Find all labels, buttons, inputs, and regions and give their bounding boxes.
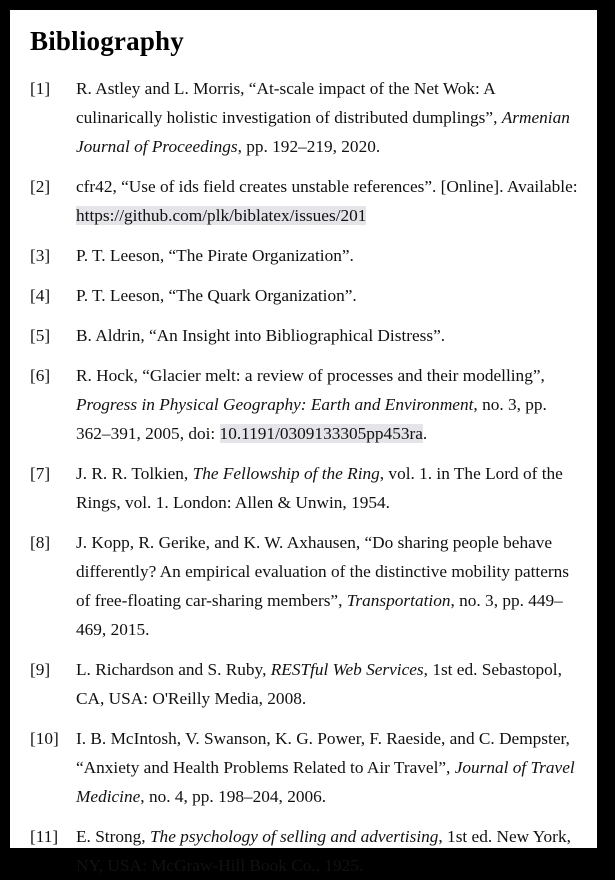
entry-text-segment: P. T. Leeson, “The Quark Organization”.	[76, 286, 357, 305]
entry-text-segment: , 1st ed. New York, NY, USA: McGraw-Hill Book Co., 1925.	[76, 827, 571, 875]
entry-text-segment: J. R. R. Tolkien,	[76, 464, 193, 483]
entry-text-segment: P. T. Leeson, “The Pirate Organization”.	[76, 246, 354, 265]
entry-text	[76, 281, 579, 310]
bibliography-entry	[30, 528, 579, 644]
entry-journal-title: Journal of Travel Medicine	[76, 758, 575, 806]
entry-number: [2]	[30, 177, 51, 196]
bibliography-entry	[30, 655, 579, 713]
entry-text-segment: I. B. McIntosh, V. Swanson, K. G. Power, F. Raeside, and C. Dempster, “Anxiety and Health Problems Related to Air Travel”,	[76, 729, 570, 777]
bibliography-entry	[30, 724, 579, 811]
entry-text	[76, 74, 579, 161]
entry-number: [6]	[30, 366, 51, 385]
entry-link[interactable]: https://github.com/plk/biblatex/issues/201	[76, 206, 367, 225]
bibliography-page	[10, 10, 597, 875]
entry-text-segment: , no. 3, pp. 449–469, 2015.	[76, 591, 563, 639]
entry-number: [11]	[30, 827, 59, 846]
bibliography-entry	[30, 822, 579, 880]
entry-text	[76, 528, 579, 644]
entry-text-segment: , no. 3, pp. 362–391, 2005, doi:	[76, 395, 547, 443]
entry-text	[76, 241, 579, 270]
bibliography-entry	[30, 281, 579, 310]
entry-text-segment: R. Astley and L. Morris, “At-scale impact of the Net Wok: A culinarically holistic investigation of distributed dumplings”,	[76, 79, 502, 127]
entry-journal-title: RESTful Web Services	[270, 660, 424, 679]
bibliography-entry	[30, 361, 579, 448]
entry-text	[76, 361, 579, 448]
entry-text-segment: R. Hock, “Glacier melt: a review of processes and their modelling”,	[76, 366, 545, 385]
entry-text	[76, 321, 579, 350]
entry-text-segment: B. Aldrin, “An Insight into Bibliographical Distress”.	[76, 326, 446, 345]
page-title: Bibliography	[30, 26, 184, 56]
entry-journal-title: Progress in Physical Geography: Earth and Environment	[76, 395, 474, 414]
entry-number: [3]	[30, 246, 51, 265]
entry-text-segment: .	[422, 424, 428, 443]
entry-number: [9]	[30, 660, 51, 679]
entry-number: [1]	[30, 79, 51, 98]
entry-text-segment: L. Richardson and S. Ruby,	[76, 660, 271, 679]
bibliography-entry	[30, 172, 579, 230]
entry-journal-title: The Fellowship of the Ring	[192, 464, 380, 483]
entry-number: [4]	[30, 286, 51, 305]
entry-text	[76, 172, 579, 230]
entry-number: [10]	[30, 729, 59, 748]
bibliography-entry	[30, 74, 579, 161]
entry-number: [8]	[30, 533, 51, 552]
entry-journal-title: The psychology of selling and advertising	[149, 827, 439, 846]
entry-text-segment: , no. 4, pp. 198–204, 2006.	[140, 787, 327, 806]
entry-text-segment: cfr42, “Use of ids field creates unstable references”. [Online]. Available:	[76, 177, 578, 196]
entry-text	[76, 655, 579, 713]
bibliography-entry	[30, 459, 579, 517]
entry-journal-title: Armenian Journal of Proceedings	[76, 108, 570, 156]
entry-text-segment: , vol. 1. in The Lord of the Rings, vol. 1. London: Allen & Unwin, 1954.	[76, 464, 563, 512]
bibliography-list	[30, 74, 579, 880]
entry-text-segment: , 1st ed. Sebastopol, CA, USA: O'Reilly Media, 2008.	[76, 660, 562, 708]
entry-number: [7]	[30, 464, 51, 483]
entry-text	[76, 822, 579, 880]
entry-link[interactable]: 10.1191/0309133305pp453ra	[219, 424, 423, 443]
entry-text-segment: J. Kopp, R. Gerike, and K. W. Axhausen, “Do sharing people behave differently? An empirical evaluation of the distinctive mobility patterns of free-floating car-sharing members”,	[76, 533, 570, 610]
bibliography-entry	[30, 241, 579, 270]
entry-text-segment: E. Strong,	[76, 827, 150, 846]
entry-text	[76, 459, 579, 517]
entry-text-segment: , pp. 192–219, 2020.	[237, 137, 381, 156]
entry-text	[76, 724, 579, 811]
entry-number: [5]	[30, 326, 51, 345]
entry-journal-title: Transportation	[346, 591, 451, 610]
bibliography-entry	[30, 321, 579, 350]
